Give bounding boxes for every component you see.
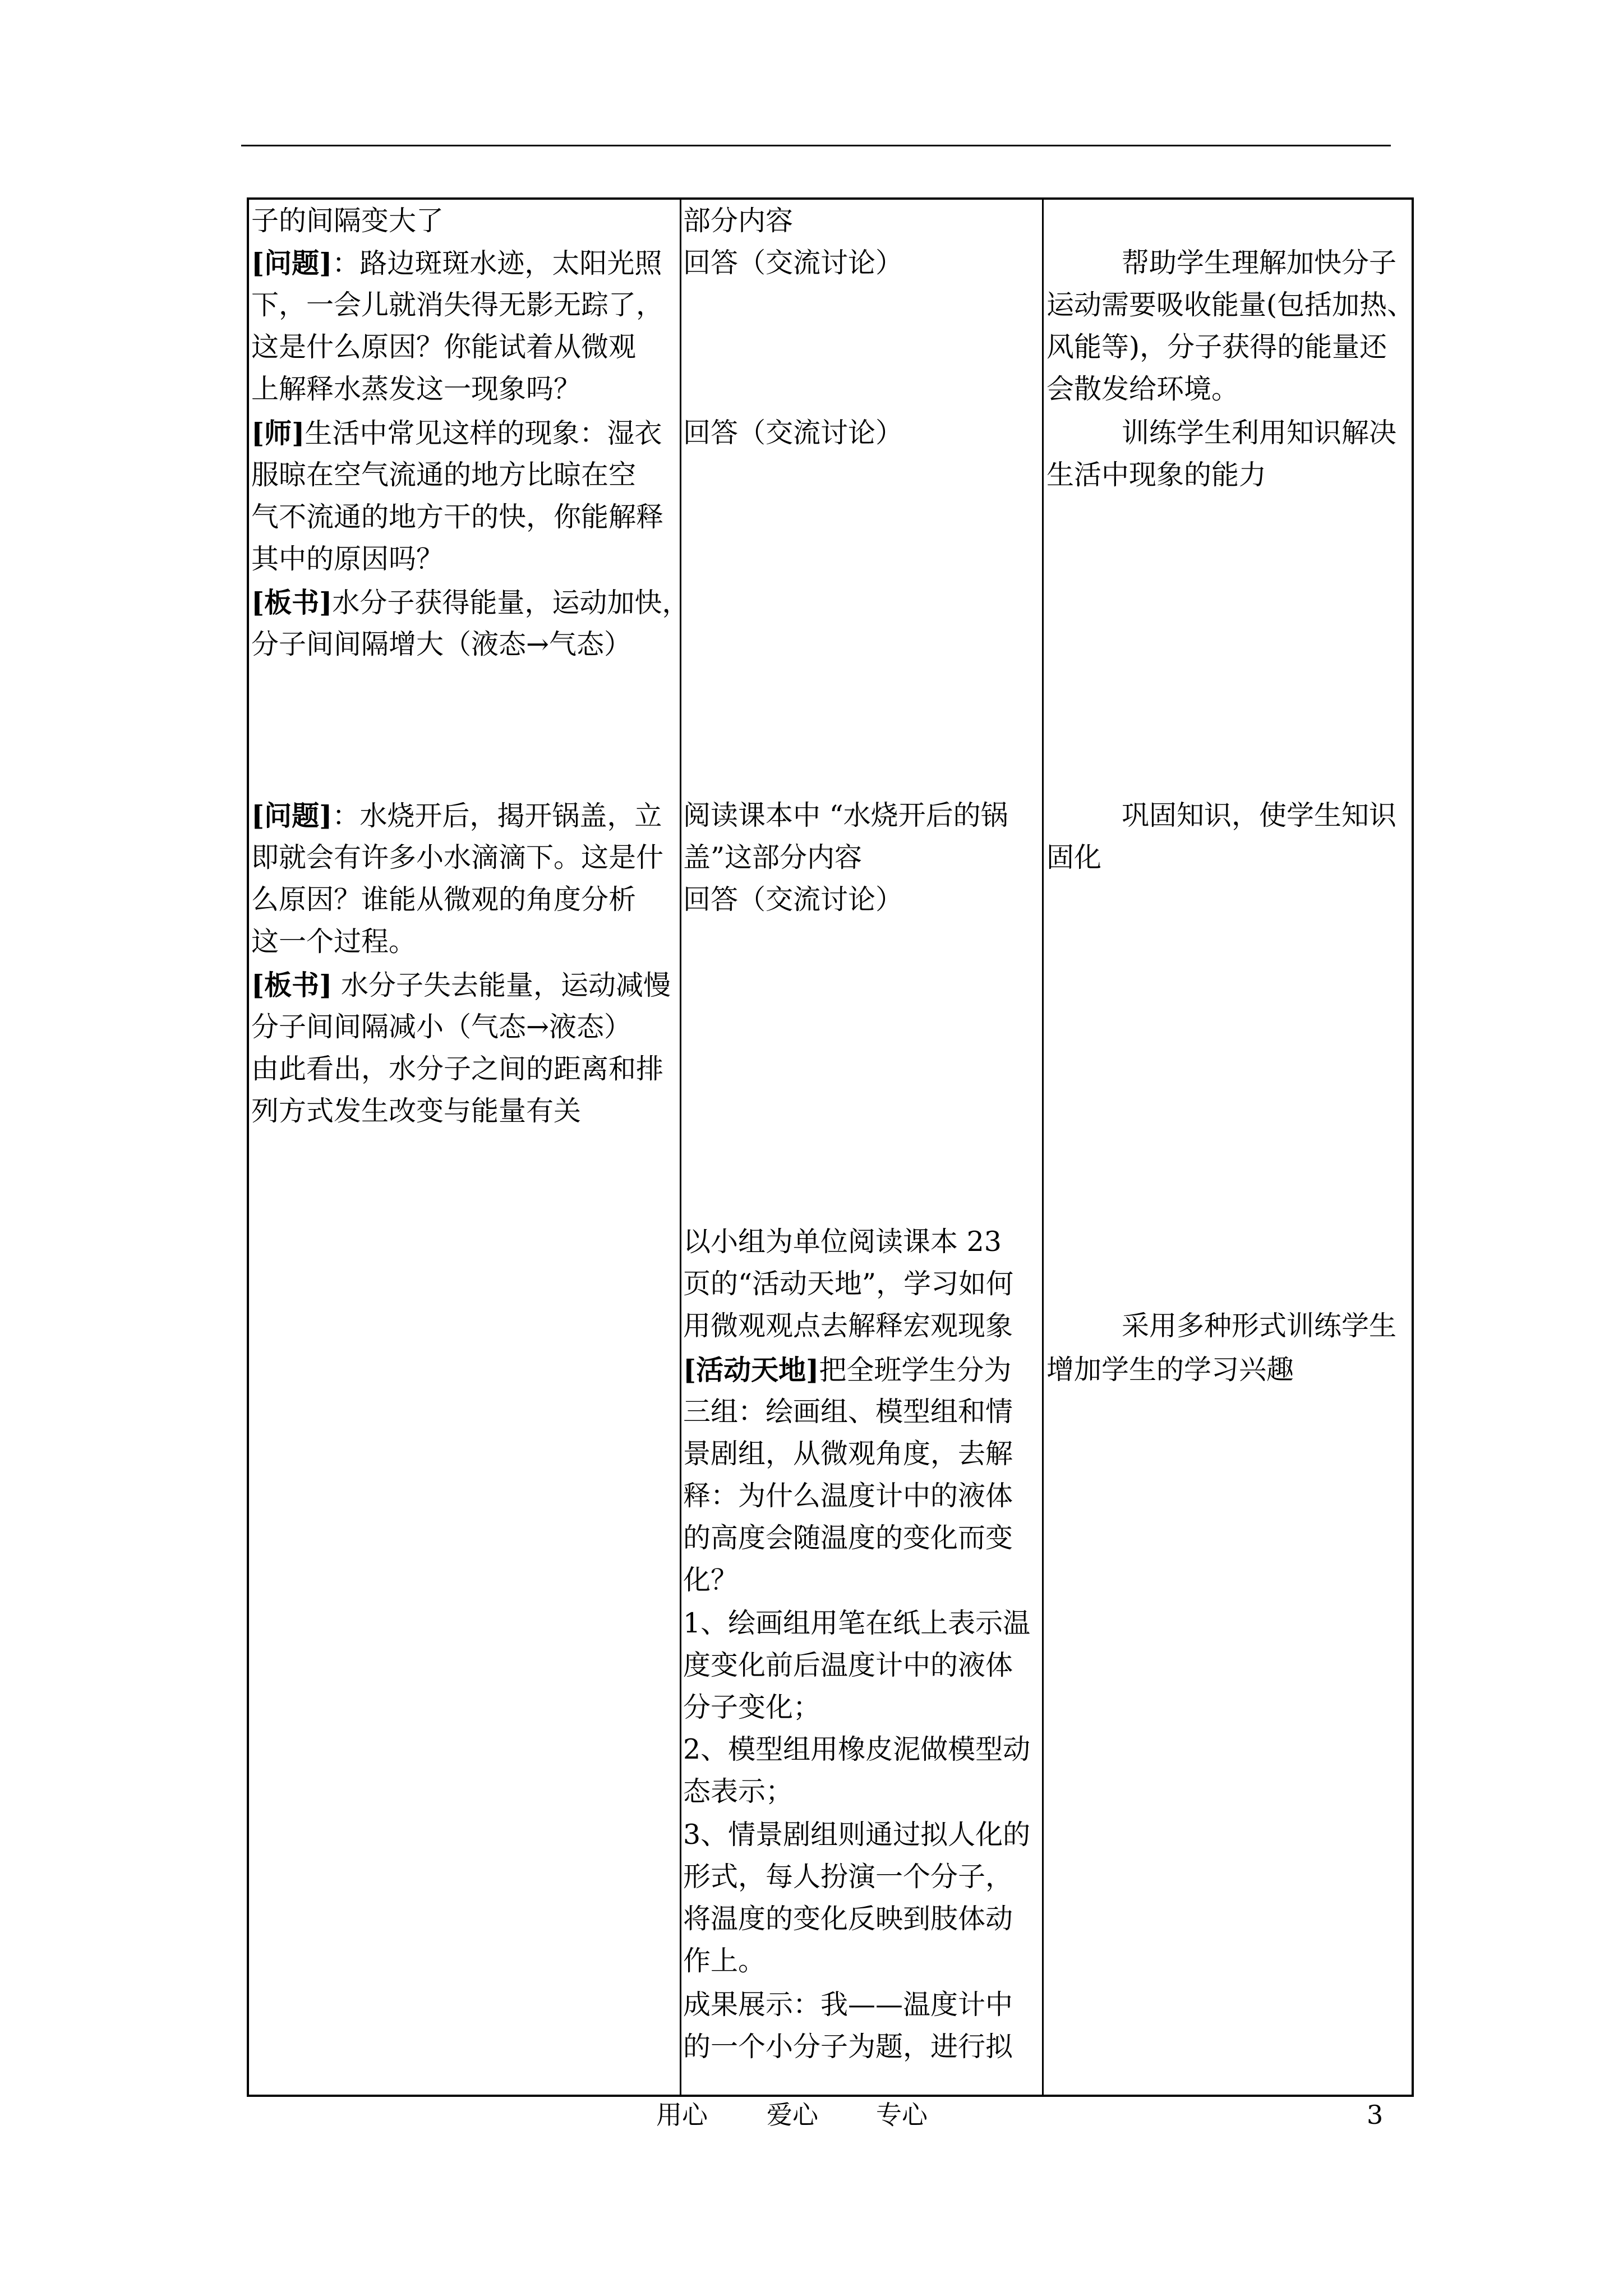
col1-line: 分子间间隔减小（气态→液态） [251, 1011, 632, 1043]
col2-line: 阅读课本中 “水烧开后的锅 [683, 799, 1008, 831]
col2-line: 三组：绘画组、模型组和情 [683, 1396, 1013, 1428]
col2-line: 3、情景剧组则通过拟人化的 [683, 1819, 1031, 1851]
col1-line: [问题]：水烧开后，揭开锅盖，立 [251, 799, 662, 832]
col3-line: 风能等)，分子获得的能量还 [1046, 331, 1387, 363]
footer-motto-3: 专心 [876, 2100, 928, 2130]
col3-line: 采用多种形式训练学生 [1122, 1310, 1397, 1342]
col1-line: 分子间间隔增大（液态→气态） [251, 628, 632, 660]
col1-line: 由此看出，水分子之间的距离和排 [251, 1053, 664, 1085]
col2-line: 回答（交流讨论） [683, 417, 903, 449]
col2-line: 分子变化； [683, 1691, 821, 1723]
col1-line: [板书] 水分子失去能量，运动减慢 [251, 969, 671, 1001]
col2-line: 以小组为单位阅读课本 23 [683, 1226, 1002, 1258]
col2-line: 度变化前后温度计中的液体 [683, 1649, 1013, 1681]
blackboard-tag: [板书] [251, 969, 333, 1001]
teacher-tag: [师] [251, 417, 305, 449]
col2-line: 将温度的变化反映到肢体动 [683, 1903, 1013, 1935]
col3-line: 巩固知识，使学生知识 [1122, 799, 1397, 831]
blackboard-tag: [板书] [251, 586, 333, 619]
col2-line: 态表示； [683, 1775, 794, 1807]
col2-line: 化？ [683, 1564, 739, 1596]
col3-line: 固化 [1046, 841, 1102, 873]
col2-line: [活动天地]把全班学生分为 [683, 1354, 1012, 1386]
col1-line: 么原因？谁能从微观的角度分析 [251, 884, 637, 915]
col1-line: 子的间隔变大了 [251, 205, 444, 237]
page-number: 3 [1367, 2100, 1384, 2130]
col2-line: 景剧组，从微观角度，去解 [683, 1438, 1013, 1470]
col3-line: 帮助学生理解加快分子 [1122, 247, 1397, 279]
col1-line: 下，一会儿就消失得无影无踪了， [251, 289, 664, 321]
activity-tag: [活动天地] [683, 1354, 819, 1386]
col2-line: 回答（交流讨论） [683, 247, 903, 279]
col2-line: 用微观观点去解释宏观现象 [683, 1310, 1013, 1342]
header-rule [241, 145, 1391, 146]
footer-motto-2: 爱心 [767, 2100, 818, 2130]
footer-motto-1: 用心 [656, 2100, 708, 2130]
col3-line: 会散发给环境。 [1046, 373, 1239, 405]
col1-line: 这是什么原因？你能试着从微观 [251, 331, 637, 363]
col3-line: 训练学生利用知识解决 [1122, 417, 1397, 449]
col2-line: 成果展示：我——温度计中 [683, 1989, 1013, 2021]
col2-line: 部分内容 [683, 205, 794, 237]
col2-line: 回答（交流讨论） [683, 884, 903, 915]
col2-line: 形式，每人扮演一个分子， [683, 1861, 1013, 1893]
question-tag: [问题] [251, 799, 333, 832]
col1-line: [板书]水分子获得能量，运动加快， [251, 586, 690, 619]
col1-line: 其中的原因吗？ [251, 543, 444, 575]
col2-line: 释：为什么温度计中的液体 [683, 1480, 1013, 1512]
col3-line: 增加学生的学习兴趣 [1046, 1354, 1294, 1386]
col3-line: 运动需要吸收能量(包括加热、 [1046, 289, 1415, 321]
col2-line: 页的“活动天地”，学习如何 [683, 1268, 1014, 1300]
col1-line: [师]生活中常见这样的现象：湿衣 [251, 417, 662, 449]
col2-line: 1、绘画组用笔在纸上表示温 [683, 1607, 1031, 1639]
col1-line: 上解释水蒸发这一现象吗？ [251, 373, 582, 405]
column-divider-2 [1042, 197, 1044, 2097]
col1-line: 列方式发生改变与能量有关 [251, 1095, 582, 1127]
col2-line: 盖”这部分内容 [683, 841, 863, 873]
col3-line: 生活中现象的能力 [1046, 459, 1267, 491]
question-tag: [问题] [251, 247, 333, 279]
col2-line: 2、模型组用橡皮泥做模型动 [683, 1733, 1031, 1765]
col2-line: 的一个小分子为题，进行拟 [683, 2031, 1013, 2063]
col2-line: 作上。 [683, 1945, 766, 1977]
col1-line: 这一个过程。 [251, 926, 417, 958]
col1-line: 气不流通的地方干的快，你能解释 [251, 501, 664, 533]
col1-line: [问题]：路边斑斑水迹，太阳光照 [251, 247, 662, 279]
col2-line: 的高度会随温度的变化而变 [683, 1522, 1013, 1554]
col1-line: 即就会有许多小水滴滴下。这是什 [251, 841, 664, 873]
col1-line: 服晾在空气流通的地方比晾在空 [251, 459, 637, 491]
column-divider-1 [680, 197, 681, 2097]
